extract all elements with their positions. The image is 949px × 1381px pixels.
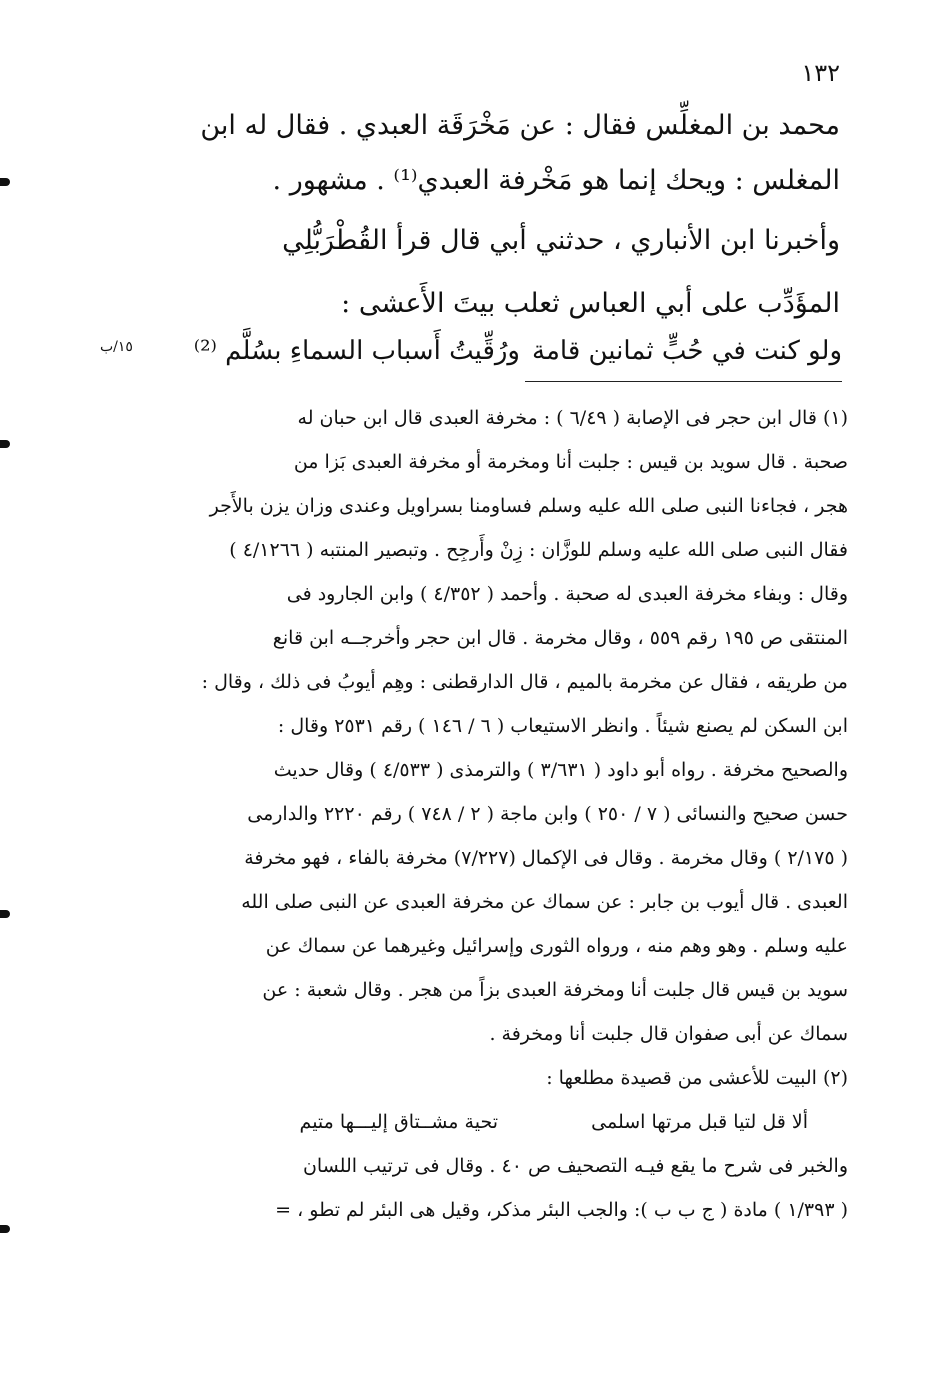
main-text-line: المغلس : ويحك إنما هو مَخْرفة العبدي⁽¹⁾ . مشهور .: [272, 165, 840, 196]
page-number: ١٣٢: [801, 59, 840, 87]
scan-edge-mark: [0, 178, 10, 186]
footnote-line: ( ٢/١٧٥ ) وقال مخرمة . وقال فى الإكمال (٧/٢٢٧) مخرفة بالفاء ، فهو مخرفة: [244, 847, 848, 869]
scan-edge-mark: [0, 1225, 10, 1233]
main-text-line: وأخبرنا ابن الأنباري ، حدثني أبي قال قرأ القُطْرَبُّلِي: [282, 225, 840, 256]
footnote-poem-line: [118, 1104, 808, 1141]
footnote-line: سماك عن أبى صفوان قال جلبت أنا ومخرفة .: [489, 1023, 848, 1045]
poetry-verse: [100, 327, 842, 375]
footnote-line: (١) قال ابن حجر فى الإصابة ( ٦/٤٩ ) : مخرفة العبدى قال ابن حبان له: [297, 407, 848, 429]
footnote-line: (٢) البيت للأعشى من قصيدة مطلعها :: [546, 1067, 848, 1089]
scan-edge-mark: [0, 910, 10, 918]
footnote-line: المنتقى ص ١٩٥ رقم ٥٥٩ ، وقال مخرمة . قال ابن حجر وأخرجــه ابن قانع: [272, 627, 848, 649]
poem-first-hemistich: ألا قل لتيا قبل مرتها اسلمى: [591, 1111, 808, 1133]
footnote-line: عليه وسلم . وهو وهم منه ، ورواه الثورى وإسرائيل وغيرهما عن سماك عن: [265, 935, 848, 957]
verse-first-hemistich: ولو كنت في حُبٍّ ثمانين قامة: [532, 336, 842, 366]
footnote-line: وقال : وبفاء مخرفة العبدى له صحبة . وأحمد ( ٤/٣٥٢ ) وابن الجارود فى: [286, 583, 848, 605]
main-text-line: المؤَدِّب على أبي العباس ثعلب بيتَ الأَعشى :: [341, 288, 840, 319]
poem-second-hemistich: تحية مشــتاق إليـــها متيم: [299, 1111, 498, 1133]
main-text-line: محمد بن المغلِّس فقال : عن مَخْرَقَة العبدي . فقال له ابن: [200, 110, 840, 141]
footnote-line: والصحيح مخرفة . رواه أبو داود ( ٣/٦٣١ ) والترمذى ( ٤/٥٣٣ ) وقال حديث: [273, 759, 848, 781]
footnote-line: العبدى . قال أيوب بن جابر : عن سماك عن مخرفة العبدى عن النبى صلى الله: [241, 891, 848, 913]
footnote-line: هجر ، فجاءنا النبى صلى الله عليه وسلم فساومنا بسراويل وعندى وزان يزن بالأَجر: [209, 495, 848, 517]
footnote-line: سويد بن قيس قال جلبت أنا ومخرفة العبدى بزاً من هجر . وقال شعبة : عن: [262, 979, 848, 1001]
scan-edge-mark: [0, 440, 10, 448]
verse-second-hemistich: ورُقِّيتُ أَسباب السماءِ بسُلَّم ⁽²⁾: [193, 336, 520, 366]
footnote-line: ابن السكن لم يصنع شيئاً . وانظر الاستيعاب ( ٦ / ١٤٦ ) رقم ٢٥٣١ وقال :: [277, 715, 848, 737]
footnote-separator-rule: [525, 381, 842, 382]
footnote-line: والخبر فى شرح ما يقع فيـه التصحيف ص ٤٠ . وقال فى ترتيب اللسان: [302, 1155, 848, 1177]
footnote-line: صحبة . قال سويد بن قيس : جلبت أنا ومخرمة أو مخرفة العبدى بَزا من: [293, 451, 848, 473]
footnote-line: فقال النبى صلى الله عليه وسلم للوزَّان : زِنْ وأَرجِح . وتبصير المنتبه ( ٤/١٢٦٦ ): [229, 539, 848, 561]
footnote-line: حسن صحيح والنسائى ( ٧ / ٢٥٠ ) وابن ماجة ( ٢ / ٧٤٨ ) رقم ٢٢٢٠ والدارمى: [247, 803, 848, 825]
footnote-line: ( ١/٣٩٣ ) مادة ( ج ب ب ): والجب البئر مذكر، وقيل هى البئر لم تطو ، =: [275, 1199, 848, 1221]
manuscript-folio-marker: ١٥/ب: [100, 339, 133, 355]
footnote-line: من طريقه ، فقال عن مخرمة بالميم ، قال الدارقطنى : وهِم أيوبُ فى ذلك ، وقال :: [201, 671, 848, 693]
